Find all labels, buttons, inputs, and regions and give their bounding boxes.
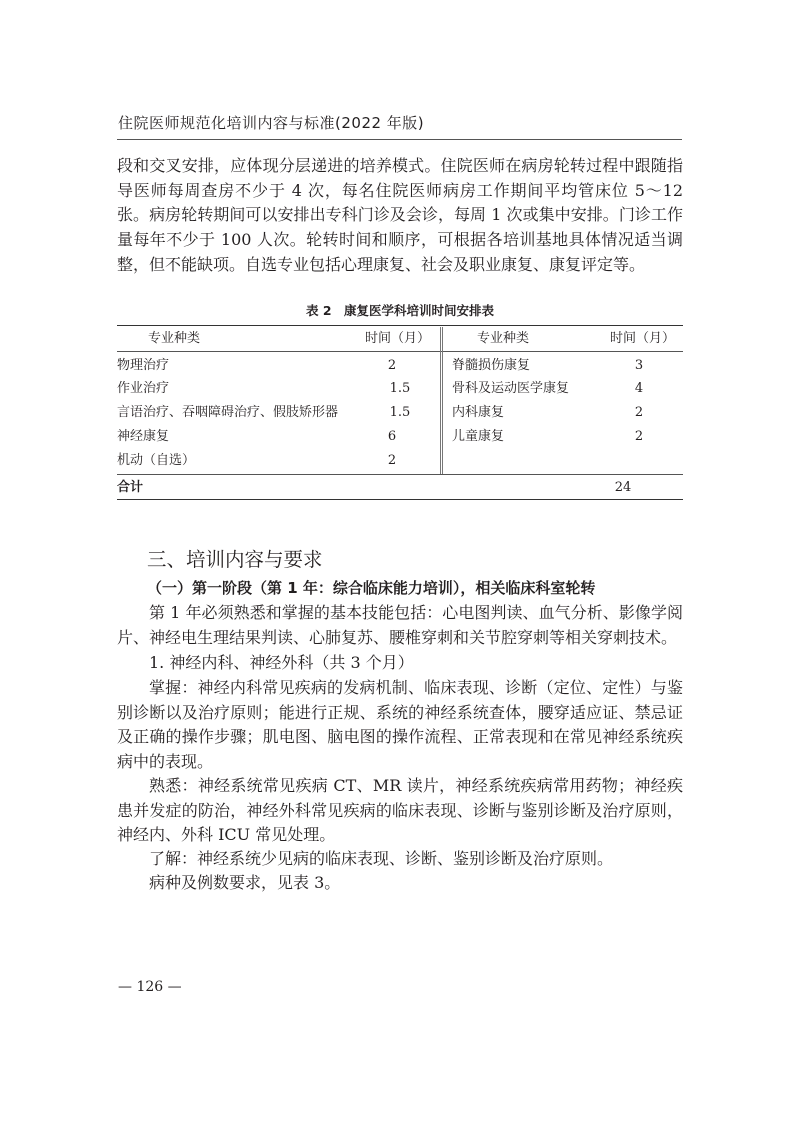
item-1-title: 1. 神经内科、神经外科（共 3 个月） xyxy=(149,653,414,672)
header-divider xyxy=(117,139,682,140)
table-cell-left-name: 机动（自选） xyxy=(117,453,196,468)
table-cell-left-name: 言语治疗、吞咽障碍治疗、假肢矫形器 xyxy=(117,405,339,420)
table-cell-right-name: 脊髓损伤康复 xyxy=(452,358,531,373)
table-cell-right-months: 2 xyxy=(634,405,644,420)
table-header-rule xyxy=(117,351,683,352)
table-total-rule xyxy=(117,474,683,475)
table-top-rule xyxy=(117,325,683,326)
table-cell-right-months: 3 xyxy=(634,358,644,373)
section-heading: 三、培训内容与要求 xyxy=(147,548,323,571)
table-cell-left-months: 2 xyxy=(387,453,397,468)
table-total-label: 合计 xyxy=(117,480,144,495)
intro-paragraph: 段和交叉安排，应体现分层递进的培养模式。住院医师在病房轮转过程中跟随指导医师每周查房不少于 4 次，每名住院医师病房工作期间平均管床位 5～12 张。病房轮转期间可以安排出专科门诊及会诊，每周 1 次或集中安排。门诊工作量每年不少于 100 人次。轮转时间和顺序，可根据各培训基地具体情况适当调整，但不能缺项。自选专业包括心理康复、社会及职业康复、康复评定等。 xyxy=(117,156,683,274)
subsection-heading: （一）第一阶段（第 1 年：综合临床能力培训），相关临床科室轮转 xyxy=(147,579,596,597)
running-header-title: 住院医师规范化培训内容与标准(2022 年版) xyxy=(118,114,425,132)
table-cell-left-name: 作业治疗 xyxy=(117,381,170,396)
table-cell-left-months: 2 xyxy=(387,358,397,373)
understand-paragraph: 了解：神经系统少见病的临床表现、诊断、鉴别诊断及治疗原则。 xyxy=(149,849,614,868)
header-left-time: 时间（月） xyxy=(365,331,431,346)
header-left-specialty: 专业种类 xyxy=(148,331,201,346)
table-cell-right-name: 骨科及运动医学康复 xyxy=(452,381,570,396)
table-center-divider xyxy=(440,327,443,474)
cases-paragraph: 病种及例数要求，见表 3。 xyxy=(149,873,341,892)
table-cell-left-months: 1.5 xyxy=(389,405,411,420)
header-right-time: 时间（月） xyxy=(610,331,676,346)
header-right-specialty: 专业种类 xyxy=(477,331,530,346)
master-paragraph: 掌握：神经内科常见疾病的发病机制、临床表现、诊断（定位、定性）与鉴别诊断以及治疗原则；能进行正规、系统的神经系统查体，腰穿适应证、禁忌证及正确的操作步骤；肌电图、脑电图的操作流程、正常表现和在常见神经系统疾病中的表现。 xyxy=(117,678,683,772)
table-cell-left-months: 1.5 xyxy=(389,381,411,396)
table-bottom-rule xyxy=(117,499,683,500)
table-cell-left-name: 神经康复 xyxy=(117,429,170,444)
table-cell-right-name: 内科康复 xyxy=(452,405,505,420)
page-number: — 126 — xyxy=(118,979,182,995)
table-cell-right-name: 儿童康复 xyxy=(452,429,505,444)
table-cell-left-name: 物理治疗 xyxy=(117,358,170,373)
table-total-value: 24 xyxy=(614,480,632,495)
table-cell-right-months: 4 xyxy=(634,381,644,396)
familiar-paragraph: 熟悉：神经系统常见疾病 CT、MR 读片，神经系统疾病常用药物；神经疾患并发症的防治，神经外科常见疾病的临床表现、诊断与鉴别诊断及治疗原则，神经内、外科 ICU 常见处理。 xyxy=(117,776,683,845)
table-caption: 表 2 康复医学科培训时间安排表 xyxy=(305,303,495,318)
skills-paragraph: 第 1 年必须熟悉和掌握的基本技能包括：心电图判读、血气分析、影像学阅片、神经电生理结果判读、心肺复苏、腰椎穿刺和关节腔穿刺等相关穿刺技术。 xyxy=(117,603,683,647)
table-cell-right-months: 2 xyxy=(634,429,644,444)
table-cell-left-months: 6 xyxy=(387,429,397,444)
